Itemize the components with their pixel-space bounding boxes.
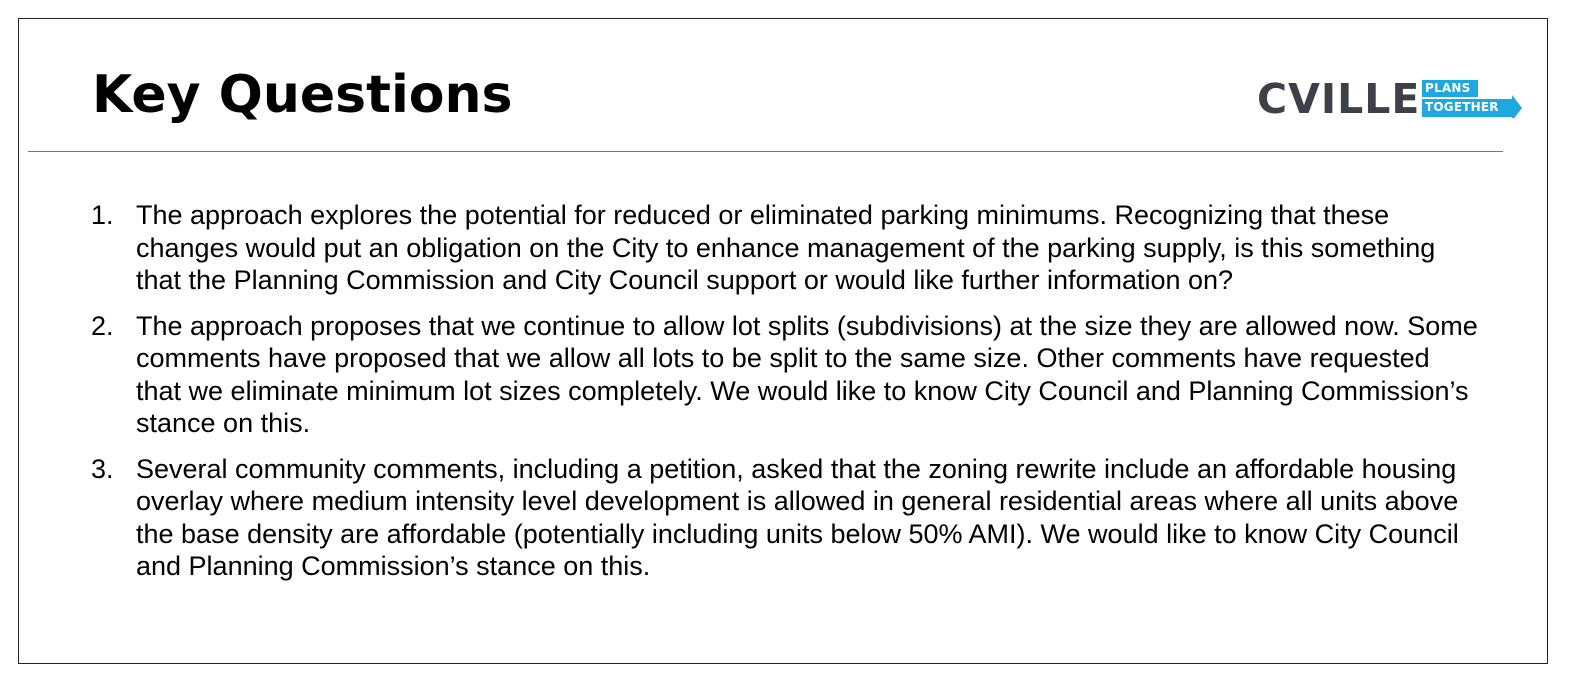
question-text: The approach explores the potential for reduced or eliminated parking minimums. Recognizing that these changes would put an obligation on the City to enhance management of the parking supply, is this something that the Planning Commission and City Council support or would like further information on? <box>136 200 1436 295</box>
title-divider <box>28 151 1503 152</box>
question-item <box>91 310 1481 440</box>
logo-tag-line-2: TOGETHER <box>1425 100 1499 114</box>
question-item <box>91 199 1481 297</box>
question-text: The approach proposes that we continue to allow lot splits (subdivisions) at the size they are allowed now. Some comments have proposed that we allow all lots to be split to the same size. Other comments have requested that we eliminate minimum lot sizes completely. We would like to know City Council and Planning Commission’s stance on this. <box>136 310 1478 438</box>
key-questions-list <box>91 199 1481 596</box>
slide-title: Key Questions <box>92 65 513 125</box>
logo-tag-line-1: PLANS <box>1425 81 1471 95</box>
logo-arrow-tag <box>1422 80 1522 118</box>
question-text: Several community comments, including a petition, asked that the zoning rewrite include an affordable housing overlay where medium intensity level development is allowed in general residential areas where all units above the base density are affordable (potentially including units below 50% AMI). We would like to know City Council and Planning Commission’s stance on this. <box>136 453 1459 581</box>
cville-plans-together-logo <box>1257 77 1522 121</box>
slide <box>18 18 1548 664</box>
logo-wordmark: CVILLE <box>1257 75 1421 123</box>
question-item <box>91 453 1481 583</box>
question-number: 3. <box>91 453 114 484</box>
question-number: 1. <box>91 200 114 230</box>
question-number: 2. <box>91 310 114 341</box>
